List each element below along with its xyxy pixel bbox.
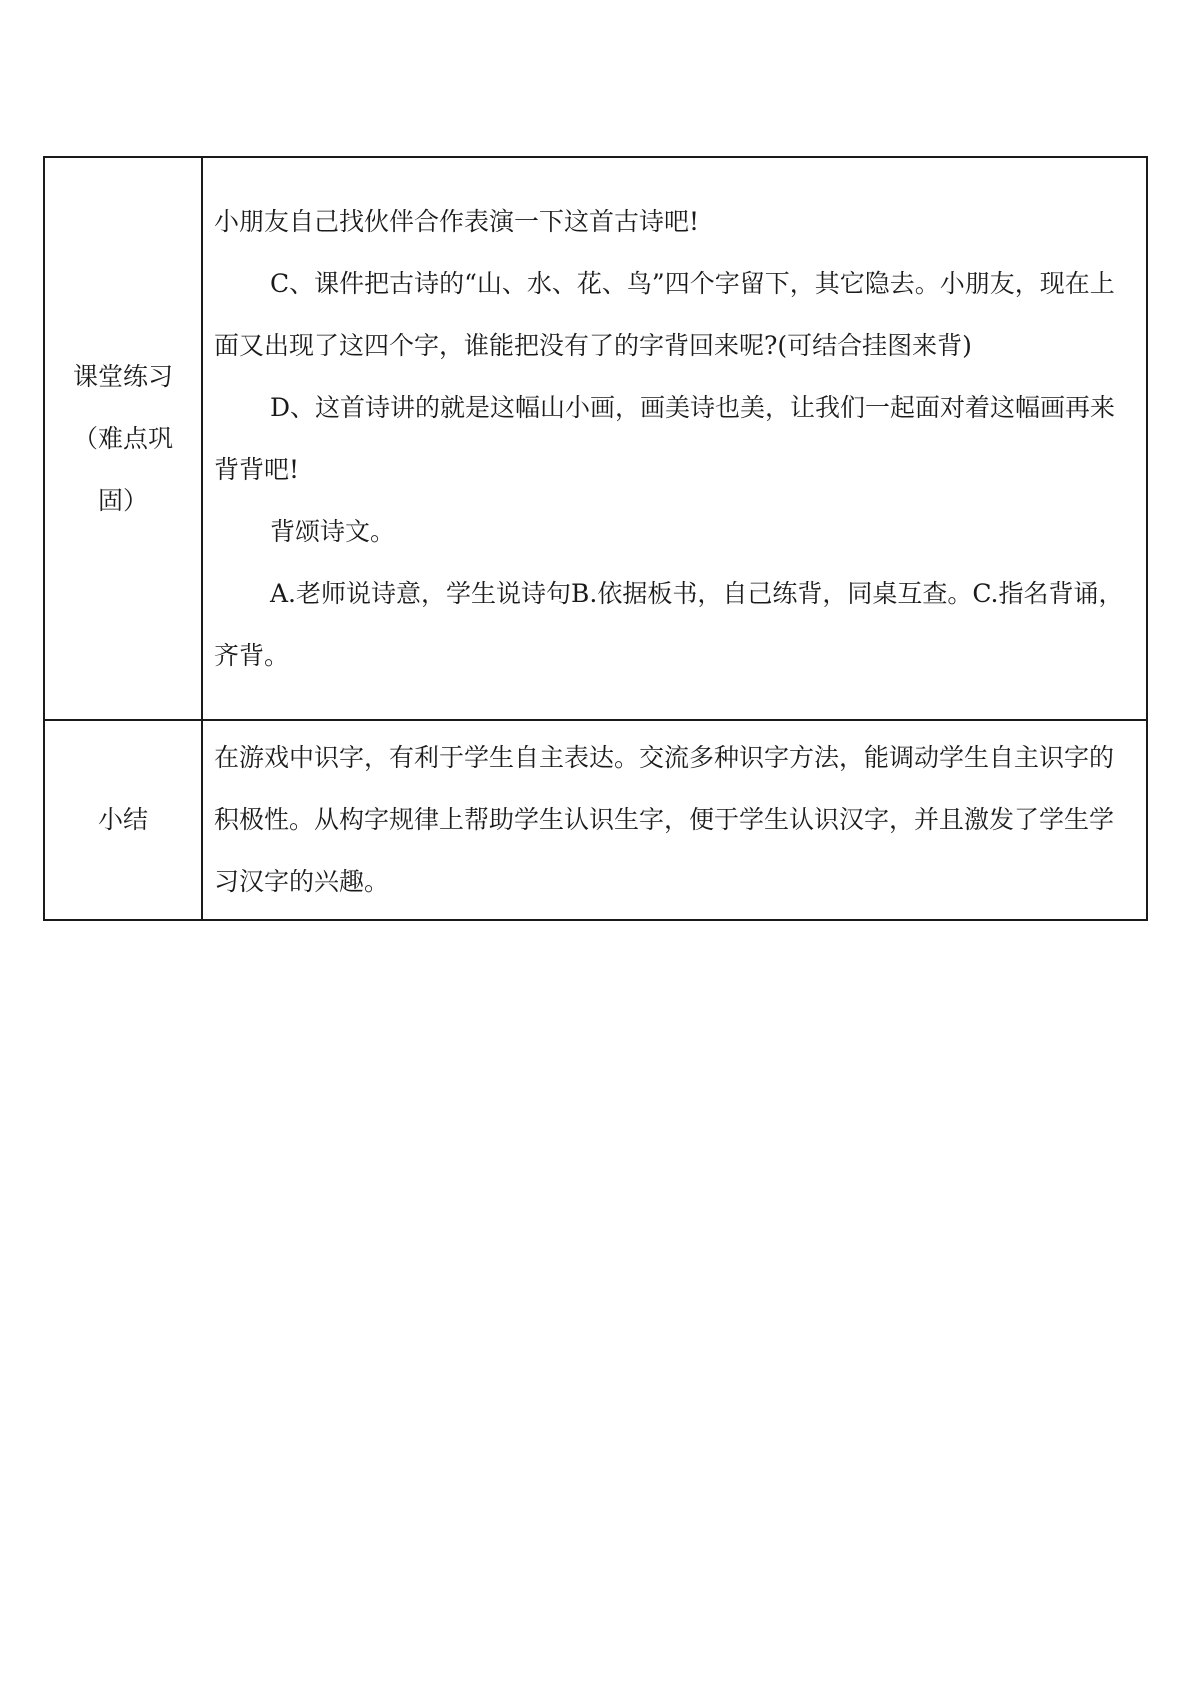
practice-paragraph-1: 小朋友自己找伙伴合作表演一下这首古诗吧!	[214, 206, 700, 236]
practice-label-line3: 固）	[97, 485, 148, 515]
practice-label-line1: 课堂练习	[72, 361, 173, 391]
practice-paragraph-2: C、课件把古诗的“山、水、花、鸟”四个字留下，其它隐去。小朋友，现在上面又出现了这四个字，谁能把没有了的字背回来呢?(可结合挂图来背)	[214, 268, 1115, 360]
practice-label-line2: （难点巩	[72, 423, 173, 453]
summary-label-cell	[44, 720, 202, 920]
practice-content-cell	[202, 157, 1147, 720]
table-row-practice	[44, 157, 1147, 720]
summary-label: 小结	[97, 805, 148, 834]
practice-paragraph-5: A.老师说诗意，学生说诗句B.依据板书，自己练背，同桌互查。C.指名背诵，齐背。	[214, 578, 1124, 670]
summary-text: 在游戏中识字，有利于学生自主表达。交流多种识字方法，能调动学生自主识字的积极性。从构字规律上帮助学生认识生字，便于学生认识汉字，并且激发了学生学习汉字的兴趣。	[214, 743, 1115, 896]
practice-paragraph-4: 背颂诗文。	[270, 516, 396, 546]
table-row-summary	[44, 720, 1147, 920]
practice-paragraph-3: D、这首诗讲的就是这幅山小画，画美诗也美，让我们一起面对着这幅画再来背背吧!	[214, 392, 1116, 484]
practice-label-cell	[44, 157, 202, 720]
lesson-plan-table	[43, 156, 1148, 921]
summary-content-cell	[202, 720, 1147, 920]
